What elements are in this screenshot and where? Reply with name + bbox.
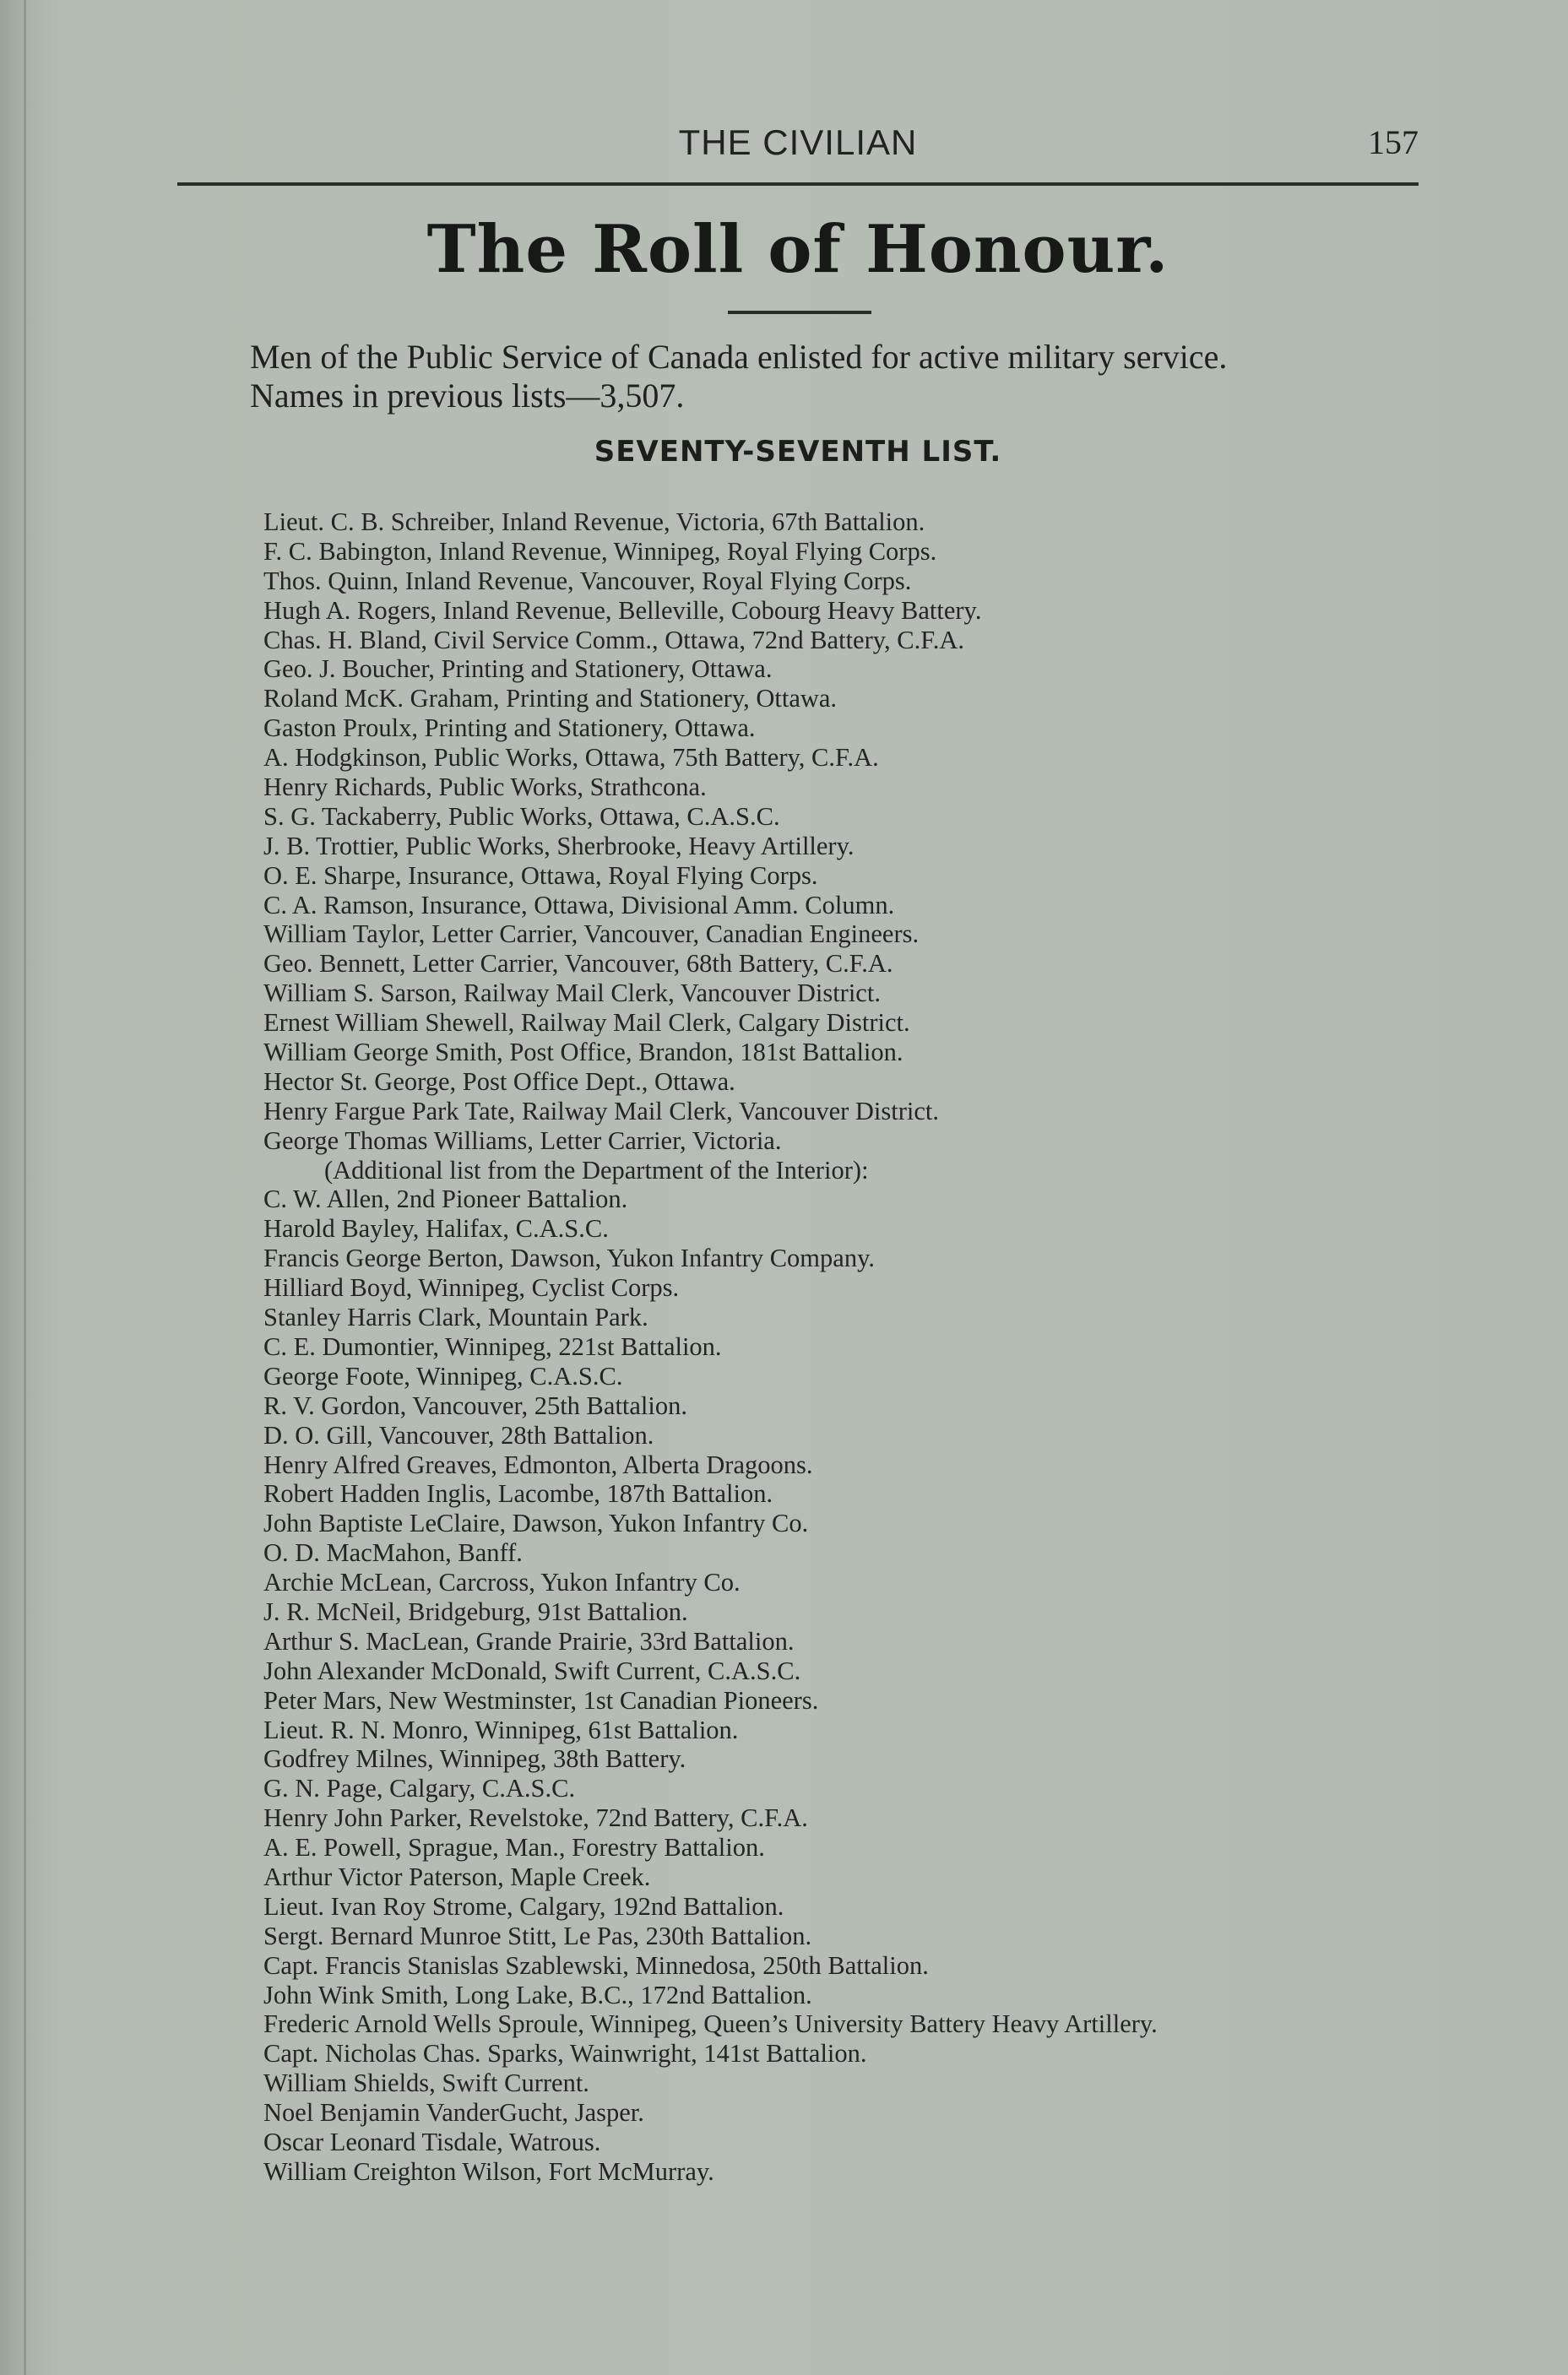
- list-item: A. Hodgkinson, Public Works, Ottawa, 75th Battery, C.F.A.: [263, 743, 879, 773]
- list-item: J. R. McNeil, Bridgeburg, 91st Battalion.: [263, 1597, 688, 1626]
- list-item: William Taylor, Letter Carrier, Vancouver, Canadian Engineers.: [263, 919, 920, 949]
- list-item: S. G. Tackaberry, Public Works, Ottawa, C.A.S.C.: [263, 801, 780, 831]
- list-item: Hector St. George, Post Office Dept., Ottawa.: [263, 1066, 735, 1096]
- list-item: William Shields, Swift Current.: [263, 2069, 589, 2098]
- list-item: William George Smith, Post Office, Brandon, 181st Battalion.: [263, 1038, 903, 1067]
- list-item: C. E. Dumontier, Winnipeg, 221st Battalion.: [263, 1331, 722, 1361]
- list-item: Henry Fargue Park Tate, Railway Mail Clerk, Vancouver District.: [263, 1096, 939, 1125]
- binding-gutter: [24, 0, 26, 2375]
- title-rule: [728, 311, 871, 314]
- list-item: Henry Alfred Greaves, Edmonton, Alberta Dragoons.: [263, 1450, 813, 1479]
- page-header: [177, 122, 1419, 173]
- list-item: J. B. Trottier, Public Works, Sherbrooke, Heavy Artillery.: [263, 831, 855, 860]
- list-item: Arthur S. MacLean, Grande Prairie, 33rd Battalion.: [263, 1626, 795, 1656]
- list-item: George Thomas Williams, Letter Carrier, Victoria.: [263, 1125, 782, 1155]
- list-item: Gaston Proulx, Printing and Stationery, Ottawa.: [263, 713, 756, 743]
- list-item: Archie McLean, Carcross, Yukon Infantry Co.: [263, 1568, 741, 1597]
- list-item: Frederic Arnold Wells Sproule, Winnipeg, Queen’s University Battery Heavy Artillery.: [263, 2009, 1158, 2039]
- intro-paragraph: [250, 338, 1432, 415]
- list-item: Capt. Francis Stanislas Szablewski, Minnedosa, 250th Battalion.: [263, 1950, 929, 1980]
- list-item: George Foote, Winnipeg, C.A.S.C.: [263, 1361, 623, 1391]
- list-item: F. C. Babington, Inland Revenue, Winnipeg, Royal Flying Corps.: [263, 536, 937, 566]
- list-item: A. E. Powell, Sprague, Man., Forestry Battalion.: [263, 1833, 765, 1863]
- list-item: Arthur Victor Paterson, Maple Creek.: [263, 1862, 651, 1891]
- page-number: 157: [1368, 123, 1419, 161]
- list-item: D. O. Gill, Vancouver, 28th Battalion.: [263, 1420, 654, 1450]
- running-title: THE CIVILIAN: [678, 122, 918, 162]
- list-item: Hugh A. Rogers, Inland Revenue, Belleville, Cobourg Heavy Battery.: [263, 595, 982, 625]
- list-item: Capt. Nicholas Chas. Sparks, Wainwright, 141st Battalion.: [263, 2039, 867, 2069]
- list-item: C. W. Allen, 2nd Pioneer Battalion.: [263, 1185, 628, 1214]
- list-item: Geo. Bennett, Letter Carrier, Vancouver, 68th Battery, C.F.A.: [263, 949, 893, 979]
- list-item: Chas. H. Bland, Civil Service Comm., Ottawa, 72nd Battery, C.F.A.: [263, 625, 965, 654]
- list-item: Godfrey Milnes, Winnipeg, 38th Battery.: [263, 1744, 686, 1774]
- list-item: Peter Mars, New Westminster, 1st Canadian Pioneers.: [263, 1685, 819, 1715]
- list-item: Stanley Harris Clark, Mountain Park.: [263, 1303, 648, 1332]
- list-item: Hilliard Boyd, Winnipeg, Cyclist Corps.: [263, 1273, 680, 1303]
- list-item: Lieut. Ivan Roy Strome, Calgary, 192nd Battalion.: [263, 1891, 784, 1921]
- intro-line: Names in previous lists—3,507.: [250, 377, 685, 415]
- list-item: Henry John Parker, Revelstoke, 72nd Battery, C.F.A.: [263, 1803, 808, 1833]
- list-item: Oscar Leonard Tisdale, Watrous.: [263, 2127, 601, 2156]
- header-rule: [177, 182, 1419, 186]
- list-item: Henry Richards, Public Works, Strathcona.: [263, 773, 707, 802]
- list-item: Lieut. R. N. Monro, Winnipeg, 61st Battalion.: [263, 1715, 739, 1744]
- list-item: Roland McK. Graham, Printing and Stationery, Ottawa.: [263, 684, 838, 713]
- list-item: Geo. J. Boucher, Printing and Stationery, Ottawa.: [263, 654, 773, 684]
- list-subheading: (Additional list from the Department of the Interior):: [324, 1155, 869, 1185]
- list-item: Lieut. C. B. Schreiber, Inland Revenue, Victoria, 67th Battalion.: [263, 507, 925, 536]
- honour-roll-list: [263, 507, 1479, 2187]
- list-item: Robert Hadden Inglis, Lacombe, 187th Battalion.: [263, 1479, 773, 1509]
- list-item: C. A. Ramson, Insurance, Ottawa, Divisional Amm. Column.: [263, 890, 895, 919]
- list-item: John Alexander McDonald, Swift Current, C.A.S.C.: [263, 1656, 801, 1685]
- list-item: William S. Sarson, Railway Mail Clerk, Vancouver District.: [263, 979, 881, 1008]
- list-item: Harold Bayley, Halifax, C.A.S.C.: [263, 1214, 609, 1244]
- list-item: G. N. Page, Calgary, C.A.S.C.: [263, 1774, 576, 1803]
- list-item: Noel Benjamin VanderGucht, Jasper.: [263, 2098, 644, 2128]
- article-title: The Roll of Honour.: [426, 211, 1169, 288]
- list-item: Francis George Berton, Dawson, Yukon Infantry Company.: [263, 1244, 875, 1273]
- list-item: John Baptiste LeClaire, Dawson, Yukon Infantry Co.: [263, 1509, 809, 1538]
- list-heading: SEVENTY-SEVENTH LIST.: [594, 435, 1002, 469]
- list-item: John Wink Smith, Long Lake, B.C., 172nd Battalion.: [263, 1980, 812, 2009]
- list-item: Ernest William Shewell, Railway Mail Clerk, Calgary District.: [263, 1008, 910, 1038]
- list-item: O. E. Sharpe, Insurance, Ottawa, Royal Flying Corps.: [263, 860, 818, 890]
- list-item: R. V. Gordon, Vancouver, 25th Battalion.: [263, 1391, 687, 1420]
- list-item: O. D. MacMahon, Banff.: [263, 1538, 523, 1568]
- intro-line: Men of the Public Service of Canada enlisted for active military service.: [250, 338, 1228, 376]
- list-item: William Creighton Wilson, Fort McMurray.: [263, 2156, 714, 2186]
- list-item: Thos. Quinn, Inland Revenue, Vancouver, Royal Flying Corps.: [263, 566, 912, 595]
- list-item: Sergt. Bernard Munroe Stitt, Le Pas, 230th Battalion.: [263, 1921, 812, 1950]
